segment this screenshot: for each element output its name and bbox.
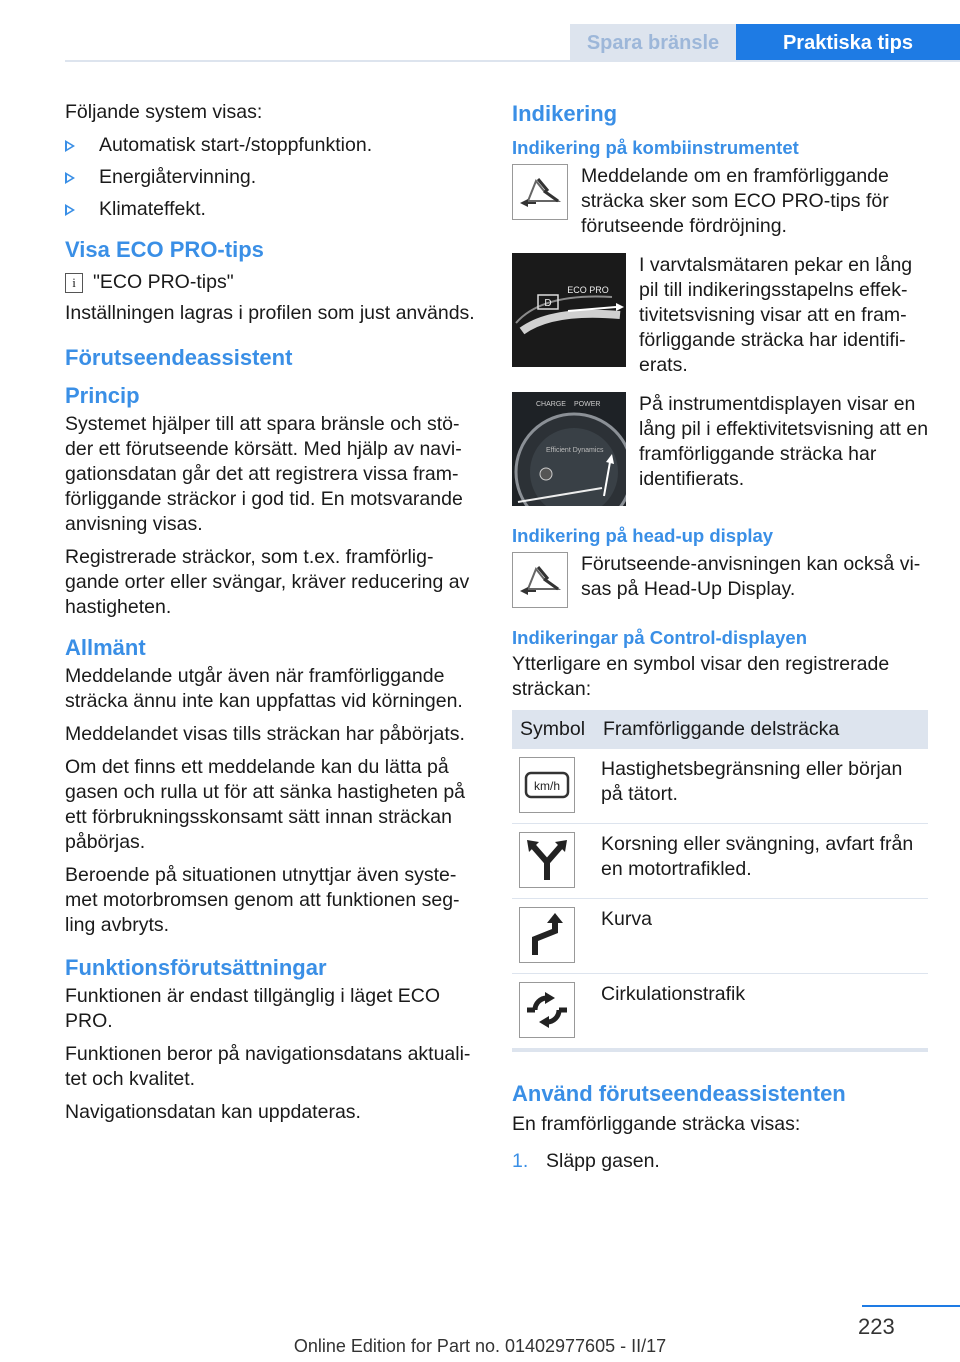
page-number: 223 bbox=[858, 1314, 895, 1339]
table-row bbox=[512, 824, 928, 899]
intro-text: Följande system visas: bbox=[65, 101, 263, 123]
systems-list bbox=[65, 133, 480, 222]
svg-text:km/h: km/h bbox=[533, 779, 561, 793]
table-row bbox=[512, 899, 928, 974]
triangle-bullet-icon bbox=[65, 204, 75, 216]
table-cell: Cirkulationstrafik bbox=[595, 974, 928, 1051]
road-ahead-symbol-icon bbox=[512, 164, 568, 220]
page-header bbox=[0, 0, 960, 62]
paragraph: Navigationsdatan kan uppdateras. bbox=[65, 1101, 361, 1123]
table-header-row bbox=[512, 710, 928, 749]
power-label: POWER bbox=[574, 401, 601, 408]
triangle-bullet-icon bbox=[65, 140, 75, 152]
table-row bbox=[512, 974, 928, 1051]
instrument-display-image bbox=[512, 392, 626, 506]
heading-indikering: Indikering bbox=[512, 101, 618, 126]
edition-footer: Online Edition for Part no. 01402977605 - II/17 bbox=[293, 1336, 667, 1356]
left-column bbox=[65, 100, 480, 1133]
paragraph: Meddelandet visas tills sträckan har påbörjats. bbox=[65, 723, 465, 745]
column-header: Symbol bbox=[512, 710, 595, 749]
curve-icon bbox=[519, 907, 575, 963]
tab-praktiska-tips[interactable]: Praktiska tips bbox=[736, 24, 960, 62]
heading-princip: Princip bbox=[65, 383, 140, 408]
heading-allmant: Allmänt bbox=[65, 635, 146, 660]
table-cell: Kurva bbox=[595, 899, 928, 974]
paragraph: Registrerade sträckor, som t.ex. framförlig-gande orter eller svängar, kräver reducering av hastigheten. bbox=[65, 546, 470, 618]
heading-forutseendeassistent: Förutseendeassistent bbox=[65, 345, 293, 370]
heading-head-up: Indikering på head-up display bbox=[512, 525, 774, 546]
heading-visa-eco-pro: Visa ECO PRO-tips bbox=[65, 237, 264, 262]
heading-control-display: Indikeringar på Control-displayen bbox=[512, 627, 808, 648]
paragraph: En framförliggande sträcka visas: bbox=[512, 1113, 801, 1135]
right-column bbox=[512, 100, 930, 1174]
column-header: Framförliggande delsträcka bbox=[595, 710, 928, 749]
gear-d-label: D bbox=[544, 298, 552, 309]
tachometer-image bbox=[512, 253, 626, 367]
header-rule bbox=[65, 60, 960, 62]
tab-spara-bransle[interactable]: Spara bränsle bbox=[570, 24, 736, 62]
paragraph: Inställningen lagras i profilen som just används. bbox=[65, 302, 475, 324]
steps-list bbox=[512, 1149, 930, 1174]
table-cell: Hastighetsbegränsning eller början på tätort. bbox=[595, 749, 928, 824]
symbol-table bbox=[512, 710, 928, 1052]
list-item: Automatisk start-/stoppfunktion. bbox=[65, 133, 480, 158]
paragraph: Systemet hjälper till att spara bränsle och stö-der ett förutseende körsätt. Med hjälp av navi-gationsdatan går det att registrera vissa fram-förliggande sträckor i god tid. En motsvarande anvisning visas. bbox=[65, 413, 463, 535]
heading-funktionsforutsattningar: Funktionsförutsättningar bbox=[65, 955, 327, 980]
paragraph: På instrumentdisplayen visar en lång pil i effektivitetsvisning att en framförliggande sträcka har identifierats. bbox=[639, 393, 929, 490]
paragraph: Meddelande utgår även när framförliggande sträcka ännu inte kan uppfattas vid körningen. bbox=[65, 665, 463, 712]
headup-row bbox=[512, 552, 930, 608]
junction-icon bbox=[519, 832, 575, 888]
paragraph: Ytterligare en symbol visar den registrerade sträckan: bbox=[512, 653, 890, 700]
charge-label: CHARGE bbox=[536, 401, 566, 408]
menu-path bbox=[65, 270, 480, 295]
paragraph: Funktionen är endast tillgänglig i läget ECO PRO. bbox=[65, 985, 441, 1032]
efficient-dynamics-label: Efficient Dynamics bbox=[546, 447, 604, 454]
paragraph: Om det finns ett meddelande kan du lätta på gasen och rulla ut för att sänka hastigheten på ett förbrukningsskonsamt sätt innan sträckan påbörjas. bbox=[65, 756, 466, 853]
list-item: Energiåtervinning. bbox=[65, 165, 480, 190]
paragraph: Meddelande om en framförliggande sträcka sker som ECO PRO-tips för förutseende fördröjning. bbox=[581, 165, 889, 237]
paragraph: Beroende på situationen utnyttjar även syste-met motorbromsen genom att funktionen seg-ling avbryts. bbox=[65, 864, 460, 936]
triangle-bullet-icon bbox=[65, 172, 75, 184]
footer-rule bbox=[862, 1305, 960, 1307]
speed-limit-icon bbox=[519, 757, 575, 813]
table-row bbox=[512, 749, 928, 824]
paragraph: Förutseende-anvisningen kan också vi-sas på Head-Up Display. bbox=[581, 553, 921, 600]
eco-pro-label: ECO PRO bbox=[567, 285, 609, 295]
menu-item-label: "ECO PRO-tips" bbox=[93, 271, 234, 293]
list-item: 1. Släpp gasen. bbox=[512, 1150, 660, 1172]
heading-kombiinstrumentet: Indikering på kombiinstrumentet bbox=[512, 137, 799, 158]
roundabout-icon bbox=[519, 982, 575, 1038]
menu-info-icon: i bbox=[65, 273, 83, 293]
road-ahead-symbol-icon bbox=[512, 552, 568, 608]
kombi-row-2 bbox=[512, 253, 930, 378]
table-cell: Korsning eller svängning, avfart från en motortrafikled. bbox=[595, 824, 928, 899]
paragraph: I varvtalsmätaren pekar en lång pil till indikeringsstapelns effek-tivitetsvisning visar att en fram-förliggande sträcka har identifi-erats. bbox=[639, 254, 913, 376]
heading-anvand-forutseendeassistenten: Använd förutseendeassistenten bbox=[512, 1081, 846, 1106]
kombi-row-1 bbox=[512, 164, 930, 239]
paragraph: Funktionen beror på navigationsdatans aktuali-tet och kvalitet. bbox=[65, 1043, 471, 1090]
list-item: Klimateffekt. bbox=[65, 197, 480, 222]
kombi-row-3 bbox=[512, 392, 930, 506]
